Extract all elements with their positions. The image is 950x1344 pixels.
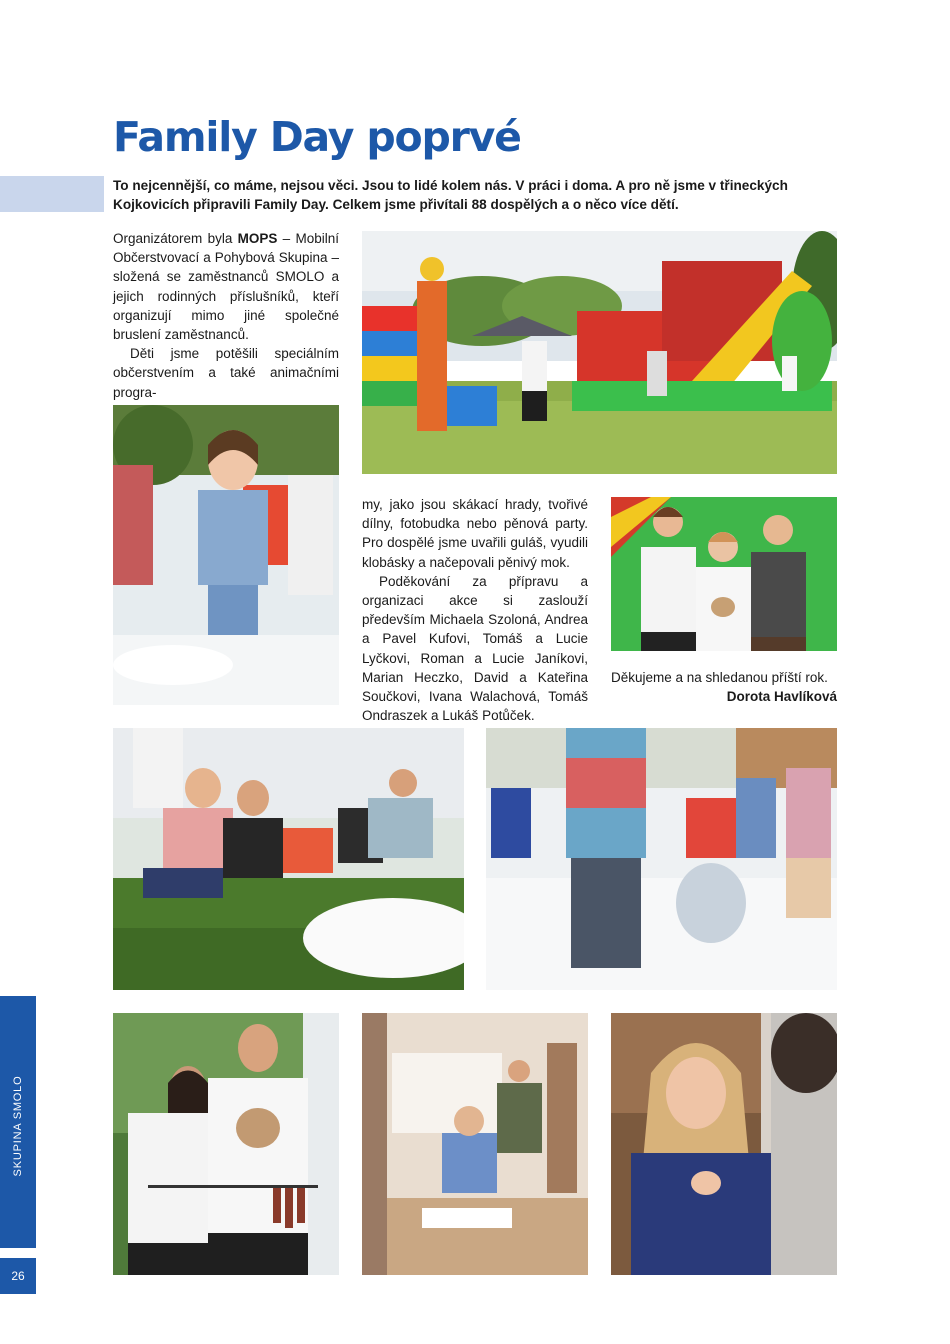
paragraph-text: – Mobilní Občerstvovací a Pohybová Skupina – složená se zaměstnanců SMOLO a jejich rodinných příslušníků, kteří organizují mimo jiné společné bruslení zaměstnanců. [113,231,339,343]
paragraph-children-cont: my, jako jsou skákací hrady, tvořivé dílny, fotobudka nebo pěnová party. Pro dospělé jsme uvařili guláš, vyudili klobásky a načepovali pěnivý mok. [362,497,588,570]
photo-couple-grill [113,1013,339,1275]
author-signature: Dorota Havlíková [726,689,837,705]
paragraph-children-start: Děti jsme potěšili speciálním občerstvením a také animačními progra- [113,346,339,400]
lead-accent-bar [0,176,104,212]
article-lead: To nejcennější, co máme, nejsou věci. Jsou to lidé kolem nás. V práci i doma. A pro ně jsme v třineckých Kojkovicích připravili Family Day. Celkem jsme přivítali 88 dospělých a o něco více dětí. [113,178,788,212]
photo-three-people [611,497,837,651]
article-title: Family Day poprvé [113,113,521,161]
photo-foam-party [486,728,837,990]
photo-smiling-girl [611,1013,837,1275]
photo-workshop [362,1013,588,1275]
photo-girl-foam [113,405,339,705]
closing-thanks: Děkujeme a na shledanou příští rok. [611,670,828,685]
organizer-name: MOPS [237,231,278,246]
paragraph-acknowledgement: Poděkování za přípravu a organizaci akce si zaslouží především Michaela Szoloná, Andrea a Pavel Kufovi, Tomáš a Lucie Lyčkovi, Roman a Lucie Janíkovi, Marian Heczko, David a Kateřina Součkovi, Ivana Walachová, Tomáš Ondraszek a Lukáš Potůček. [362,573,588,724]
paragraph-text: Organizátorem byla [113,231,238,246]
paragraph-organizer [113,229,339,344]
closing-block [611,668,837,706]
side-section-label: SKUPINA SMOLO [12,1075,24,1177]
page-number [0,1258,36,1294]
page-number-text: 26 [11,1269,25,1283]
photo-bouncy-castle [362,231,837,474]
column-2-text [362,495,588,725]
column-1-text [113,229,339,402]
photo-kids-foam-grass [113,728,464,990]
